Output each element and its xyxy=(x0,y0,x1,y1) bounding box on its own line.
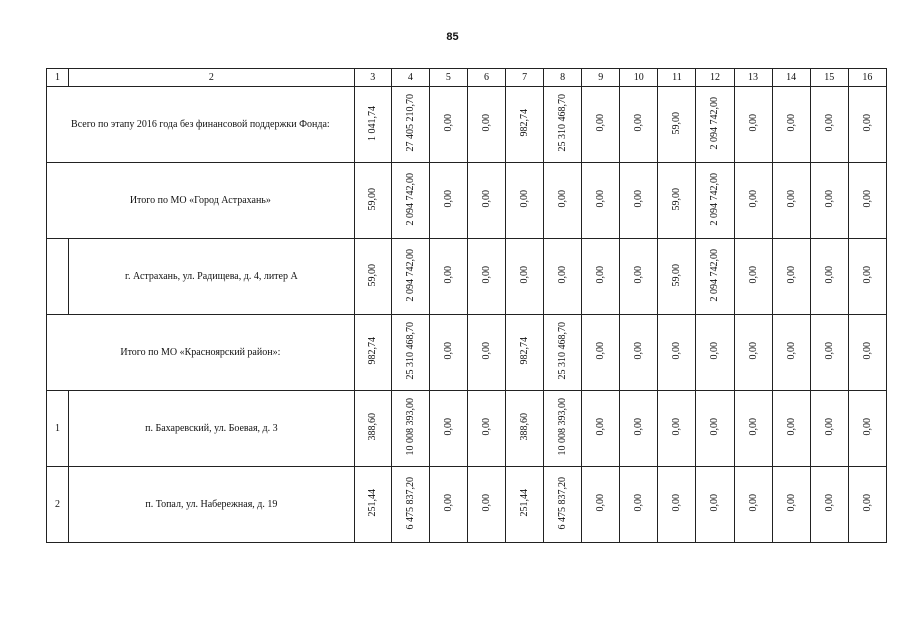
value-cell xyxy=(734,87,772,163)
value-cell xyxy=(696,163,734,239)
cell-value: 0,00 xyxy=(747,266,759,284)
cell-value: 0,00 xyxy=(709,494,721,512)
value-cell xyxy=(620,163,658,239)
value-cell xyxy=(734,239,772,315)
value-cell xyxy=(506,239,544,315)
value-cell xyxy=(391,163,429,239)
cell-value: 1 041,74 xyxy=(367,105,379,141)
value-cell xyxy=(354,239,391,315)
table-row-total xyxy=(47,87,887,163)
value-cell xyxy=(620,87,658,163)
column-header: 1 xyxy=(47,69,69,87)
cell-value: 0,00 xyxy=(633,114,645,132)
value-cell xyxy=(620,315,658,391)
cell-value: 982,74 xyxy=(367,337,379,365)
value-cell xyxy=(544,239,582,315)
value-cell xyxy=(772,87,810,163)
cell-value: 0,00 xyxy=(823,494,835,512)
value-cell xyxy=(429,87,467,163)
cell-value: 59,00 xyxy=(367,263,379,287)
cell-value: 6 475 837,20 xyxy=(404,476,416,530)
row-label: Всего по этапу 2016 года без финансовой поддержки Фонда: xyxy=(47,87,355,163)
value-cell xyxy=(696,391,734,467)
cell-value: 0,00 xyxy=(442,266,454,284)
value-cell xyxy=(772,391,810,467)
page-number: 85 xyxy=(446,31,459,43)
cell-value: 6 475 837,20 xyxy=(557,476,569,530)
cell-value: 25 310 468,70 xyxy=(557,94,569,152)
cell-value: 0,00 xyxy=(557,266,569,284)
cell-value: 0,00 xyxy=(595,342,607,360)
value-cell xyxy=(848,391,886,467)
value-cell xyxy=(734,163,772,239)
cell-value: 388,60 xyxy=(519,413,531,441)
cell-value: 0,00 xyxy=(633,418,645,436)
cell-value: 0,00 xyxy=(480,418,492,436)
cell-value: 0,00 xyxy=(480,114,492,132)
cell-value: 0,00 xyxy=(519,190,531,208)
cell-value: 25 310 468,70 xyxy=(557,322,569,380)
value-cell xyxy=(734,315,772,391)
cell-value: 0,00 xyxy=(633,494,645,512)
cell-value: 2 094 742,00 xyxy=(709,172,721,226)
value-cell xyxy=(658,163,696,239)
column-header: 16 xyxy=(848,69,886,87)
value-cell xyxy=(696,315,734,391)
row-label: Итого по МО «Красноярский район»: xyxy=(47,315,355,391)
cell-value: 0,00 xyxy=(823,190,835,208)
value-cell xyxy=(429,163,467,239)
value-cell xyxy=(848,315,886,391)
cell-value: 0,00 xyxy=(861,342,873,360)
cell-value: 0,00 xyxy=(442,494,454,512)
column-header: 4 xyxy=(391,69,429,87)
cell-value: 982,74 xyxy=(519,337,531,365)
value-cell xyxy=(467,391,505,467)
cell-value: 0,00 xyxy=(785,342,797,360)
column-header: 5 xyxy=(429,69,467,87)
value-cell xyxy=(658,87,696,163)
cell-value: 0,00 xyxy=(595,114,607,132)
value-cell xyxy=(467,163,505,239)
value-cell xyxy=(658,239,696,315)
cell-value: 59,00 xyxy=(671,263,683,287)
value-cell xyxy=(506,391,544,467)
cell-value: 0,00 xyxy=(861,190,873,208)
cell-value: 2 094 742,00 xyxy=(709,248,721,302)
value-cell xyxy=(848,87,886,163)
cell-value: 0,00 xyxy=(823,342,835,360)
cell-value: 0,00 xyxy=(480,494,492,512)
value-cell xyxy=(506,315,544,391)
value-cell xyxy=(582,467,620,543)
value-cell xyxy=(658,391,696,467)
value-cell xyxy=(696,467,734,543)
cell-value: 2 094 742,00 xyxy=(404,248,416,302)
value-cell xyxy=(506,87,544,163)
cell-value: 0,00 xyxy=(442,418,454,436)
cell-value: 0,00 xyxy=(671,418,683,436)
value-cell xyxy=(658,315,696,391)
cell-value: 0,00 xyxy=(861,494,873,512)
value-cell xyxy=(658,467,696,543)
cell-value: 251,44 xyxy=(367,489,379,517)
value-cell xyxy=(429,467,467,543)
cell-value: 0,00 xyxy=(519,266,531,284)
cell-value: 0,00 xyxy=(709,342,721,360)
value-cell xyxy=(848,163,886,239)
row-label: г. Астрахань, ул. Радищева, д. 4, литер А xyxy=(69,239,355,315)
value-cell xyxy=(772,163,810,239)
value-cell xyxy=(810,315,848,391)
value-cell xyxy=(734,391,772,467)
cell-value: 2 094 742,00 xyxy=(709,96,721,150)
table-row-total xyxy=(47,163,887,239)
cell-value: 0,00 xyxy=(785,114,797,132)
cell-value: 0,00 xyxy=(442,114,454,132)
cell-value: 0,00 xyxy=(823,266,835,284)
value-cell xyxy=(467,315,505,391)
column-header: 3 xyxy=(354,69,391,87)
value-cell xyxy=(582,87,620,163)
value-cell xyxy=(810,87,848,163)
column-header: 11 xyxy=(658,69,696,87)
table-row xyxy=(47,391,887,467)
cell-value: 0,00 xyxy=(595,418,607,436)
cell-value: 0,00 xyxy=(861,114,873,132)
cell-value: 0,00 xyxy=(442,342,454,360)
value-cell xyxy=(544,391,582,467)
value-cell xyxy=(354,467,391,543)
cell-value: 0,00 xyxy=(747,190,759,208)
value-cell xyxy=(544,87,582,163)
cell-value: 59,00 xyxy=(367,187,379,211)
value-cell xyxy=(696,239,734,315)
data-table xyxy=(46,68,887,543)
cell-value: 0,00 xyxy=(747,114,759,132)
cell-value: 0,00 xyxy=(557,190,569,208)
cell-value: 0,00 xyxy=(823,114,835,132)
row-label: Итого по МО «Город Астрахань» xyxy=(47,163,355,239)
cell-value: 0,00 xyxy=(442,190,454,208)
value-cell xyxy=(429,239,467,315)
cell-value: 0,00 xyxy=(785,190,797,208)
cell-value: 388,60 xyxy=(367,413,379,441)
value-cell xyxy=(582,163,620,239)
cell-value: 0,00 xyxy=(747,494,759,512)
cell-value: 251,44 xyxy=(519,489,531,517)
value-cell xyxy=(620,391,658,467)
row-index xyxy=(47,239,69,315)
value-cell xyxy=(582,391,620,467)
value-cell xyxy=(467,467,505,543)
value-cell xyxy=(772,315,810,391)
value-cell xyxy=(544,163,582,239)
cell-value: 0,00 xyxy=(671,494,683,512)
table-row-total xyxy=(47,315,887,391)
value-cell xyxy=(467,239,505,315)
column-header: 14 xyxy=(772,69,810,87)
column-header: 9 xyxy=(582,69,620,87)
cell-value: 59,00 xyxy=(671,187,683,211)
value-cell xyxy=(772,239,810,315)
cell-value: 0,00 xyxy=(633,342,645,360)
value-cell xyxy=(582,239,620,315)
value-cell xyxy=(810,239,848,315)
value-cell xyxy=(391,87,429,163)
value-cell xyxy=(354,163,391,239)
row-index: 2 xyxy=(47,467,69,543)
value-cell xyxy=(429,315,467,391)
value-cell xyxy=(391,315,429,391)
cell-value: 2 094 742,00 xyxy=(404,172,416,226)
cell-value: 0,00 xyxy=(595,190,607,208)
cell-value: 0,00 xyxy=(480,342,492,360)
cell-value: 10 008 393,00 xyxy=(404,398,416,456)
row-label: п. Топал, ул. Набережная, д. 19 xyxy=(69,467,355,543)
cell-value: 0,00 xyxy=(633,190,645,208)
row-index: 1 xyxy=(47,391,69,467)
cell-value: 0,00 xyxy=(709,418,721,436)
value-cell xyxy=(506,163,544,239)
cell-value: 0,00 xyxy=(861,266,873,284)
table-header-row xyxy=(47,69,887,87)
value-cell xyxy=(582,315,620,391)
table-row xyxy=(47,239,887,315)
column-header: 2 xyxy=(69,69,355,87)
cell-value: 27 405 210,70 xyxy=(404,94,416,152)
value-cell xyxy=(391,391,429,467)
cell-value: 0,00 xyxy=(480,190,492,208)
cell-value: 0,00 xyxy=(785,266,797,284)
value-cell xyxy=(772,467,810,543)
value-cell xyxy=(467,87,505,163)
cell-value: 0,00 xyxy=(823,418,835,436)
value-cell xyxy=(620,239,658,315)
column-header: 7 xyxy=(506,69,544,87)
cell-value: 0,00 xyxy=(861,418,873,436)
cell-value: 25 310 468,70 xyxy=(404,322,416,380)
column-header: 10 xyxy=(620,69,658,87)
value-cell xyxy=(391,467,429,543)
cell-value: 59,00 xyxy=(671,111,683,135)
column-header: 12 xyxy=(696,69,734,87)
cell-value: 0,00 xyxy=(480,266,492,284)
cell-value: 0,00 xyxy=(595,266,607,284)
value-cell xyxy=(848,467,886,543)
column-header: 8 xyxy=(544,69,582,87)
cell-value: 0,00 xyxy=(785,494,797,512)
value-cell xyxy=(429,391,467,467)
value-cell xyxy=(544,467,582,543)
value-cell xyxy=(848,239,886,315)
value-cell xyxy=(391,239,429,315)
cell-value: 0,00 xyxy=(671,342,683,360)
value-cell xyxy=(620,467,658,543)
table-row xyxy=(47,467,887,543)
value-cell xyxy=(354,87,391,163)
value-cell xyxy=(544,315,582,391)
value-cell xyxy=(696,87,734,163)
cell-value: 10 008 393,00 xyxy=(557,398,569,456)
column-header: 15 xyxy=(810,69,848,87)
value-cell xyxy=(354,391,391,467)
column-header: 13 xyxy=(734,69,772,87)
row-label: п. Бахаревский, ул. Боевая, д. 3 xyxy=(69,391,355,467)
value-cell xyxy=(810,391,848,467)
cell-value: 0,00 xyxy=(633,266,645,284)
value-cell xyxy=(810,467,848,543)
value-cell xyxy=(810,163,848,239)
value-cell xyxy=(734,467,772,543)
cell-value: 982,74 xyxy=(519,109,531,137)
cell-value: 0,00 xyxy=(747,342,759,360)
value-cell xyxy=(354,315,391,391)
cell-value: 0,00 xyxy=(785,418,797,436)
cell-value: 0,00 xyxy=(747,418,759,436)
value-cell xyxy=(506,467,544,543)
column-header: 6 xyxy=(467,69,505,87)
cell-value: 0,00 xyxy=(595,494,607,512)
